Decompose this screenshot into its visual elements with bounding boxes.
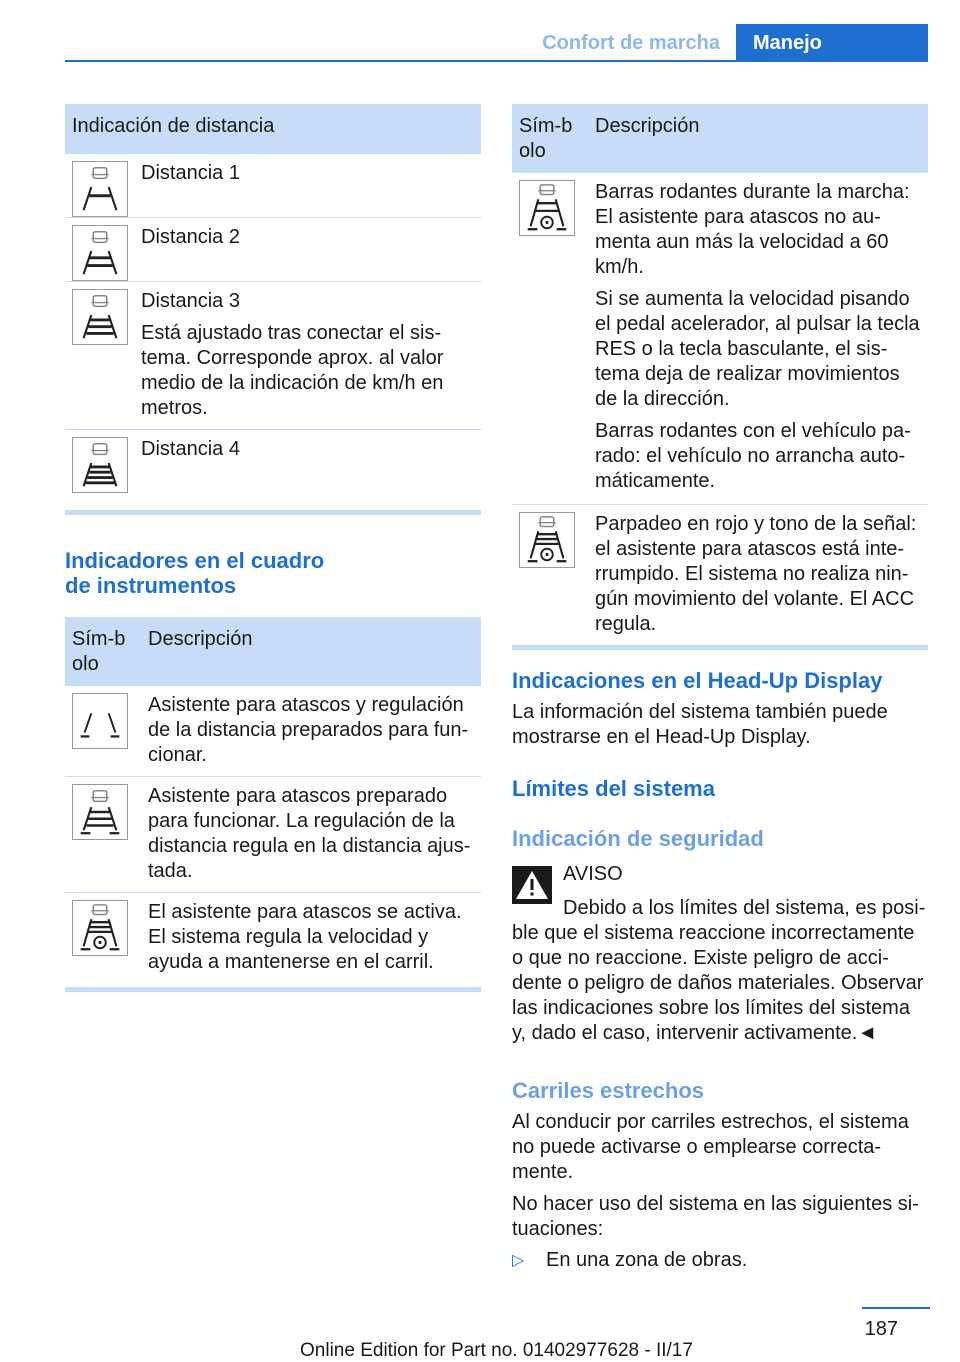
narrow-heading: Carriles estrechos (512, 1078, 704, 1103)
list-item: ▷ En una zona de obras. (512, 1249, 748, 1271)
distance-row-text: Distancia 2 (141, 226, 240, 248)
cluster-table (65, 617, 481, 992)
red-blink-icon (519, 512, 575, 568)
distance-table-header-label: Indicación de distancia (72, 115, 275, 137)
warning-text: Debido a los límites del sistema, es posi-ble que el sistema reaccione incorrectamente o que no reaccione. Existe peligro de acci-dente o peligro de daños materiales. Observar las indicaciones sobre los límites del sistema y, dado el caso, intervenir activamente.◄ (512, 897, 926, 1044)
table-row (65, 154, 481, 218)
symbol-row-text: Si se aumenta la velocidad pisando el pedal acelerador, al pulsar la tecla RES o la tecla basculante, el sis-tema deja de realizar movimientos de la dirección. (595, 288, 920, 410)
narrow-text: Al conducir por carriles estrechos, el sistema no puede activarse o emplearse correcta-mente. No hacer uso del sistema en las siguientes si-tuaciones: (512, 1111, 919, 1240)
col-symbol-label: Sím-bolo (519, 115, 573, 162)
distance-2-icon (72, 225, 128, 281)
symbol-table-header (512, 104, 928, 173)
col-description-label: Descripción (148, 628, 253, 650)
lanes-ready-icon (72, 693, 128, 749)
header-rule (65, 60, 928, 62)
warning-title: AVISO (563, 863, 623, 885)
assistant-ready-icon (72, 784, 128, 840)
table-row (65, 893, 481, 987)
distance-row-text: Distancia 3 (141, 290, 240, 312)
section-title: Confort de marcha (542, 32, 720, 54)
table-row (512, 505, 928, 645)
rolling-bars-icon (519, 180, 575, 236)
cluster-row-text: Asistente para atascos preparado para funcionar. La regulación de la distancia regula en la distancia ajus-tada. (148, 785, 471, 882)
page-number: 187 (864, 1318, 898, 1340)
symbol-table (512, 104, 928, 650)
footer-rule (862, 1307, 930, 1309)
table-row (65, 686, 481, 777)
distance-row-note: Está ajustado tras conectar el sis-tema. Corresponde aprox. al valor medio de la indicación de km/h en metros. (141, 322, 444, 419)
assistant-active-icon (72, 900, 128, 956)
table-row (65, 282, 481, 430)
limits-heading: Límites del sistema (512, 776, 715, 801)
cluster-row-text: El asistente para atascos se activa. El sistema regula la velocidad y ayuda a mantenerse en el carril. (148, 901, 462, 973)
table-end-rule (65, 987, 481, 992)
table-row (65, 430, 481, 510)
distance-row-text: Distancia 4 (141, 438, 240, 460)
table-end-rule (65, 510, 481, 515)
bullet-triangle-icon: ▷ (512, 1252, 525, 1269)
distance-1-icon (72, 161, 128, 217)
table-row (65, 218, 481, 282)
distance-table (65, 104, 481, 515)
distance-row-text: Distancia 1 (141, 162, 240, 184)
col-symbol-label: Sím-bolo (72, 628, 126, 675)
distance-3-icon (72, 289, 128, 345)
safety-heading: Indicación de seguridad (512, 826, 764, 851)
page-header (65, 24, 928, 62)
cluster-heading: Indicadores en el cuadro de instrumentos (65, 548, 325, 598)
symbol-row-text: Parpadeo en rojo y tono de la señal: el asistente para atascos está inte-rrumpido. El sistema no realiza nin-gún movimiento del volante. El ACC regula. (595, 513, 917, 635)
cluster-table-header (65, 617, 481, 686)
table-end-rule (512, 645, 928, 650)
distance-table-header (65, 104, 481, 154)
col-description-label: Descripción (595, 115, 700, 137)
symbol-row-text: Barras rodantes con el vehículo pa-rado: el vehículo no arrancha auto-máticamente. (595, 420, 911, 492)
chapter-tab: Manejo (736, 24, 928, 62)
hud-heading: Indicaciones en el Head-Up Display (512, 668, 883, 693)
edition-note: Online Edition for Part no. 01402977628 - II/17 (300, 1340, 693, 1361)
table-row (512, 173, 928, 505)
cluster-row-text: Asistente para atascos y regulación de la distancia preparados para fun-cionar. (148, 694, 469, 766)
hud-text: La información del sistema también puede mostrarse en el Head-Up Display. (512, 701, 888, 748)
symbol-row-text: Barras rodantes durante la marcha: El asistente para atascos no au-menta aun más la velocidad a 60 km/h. (595, 181, 910, 278)
distance-4-icon (72, 437, 128, 493)
table-row (65, 777, 481, 893)
